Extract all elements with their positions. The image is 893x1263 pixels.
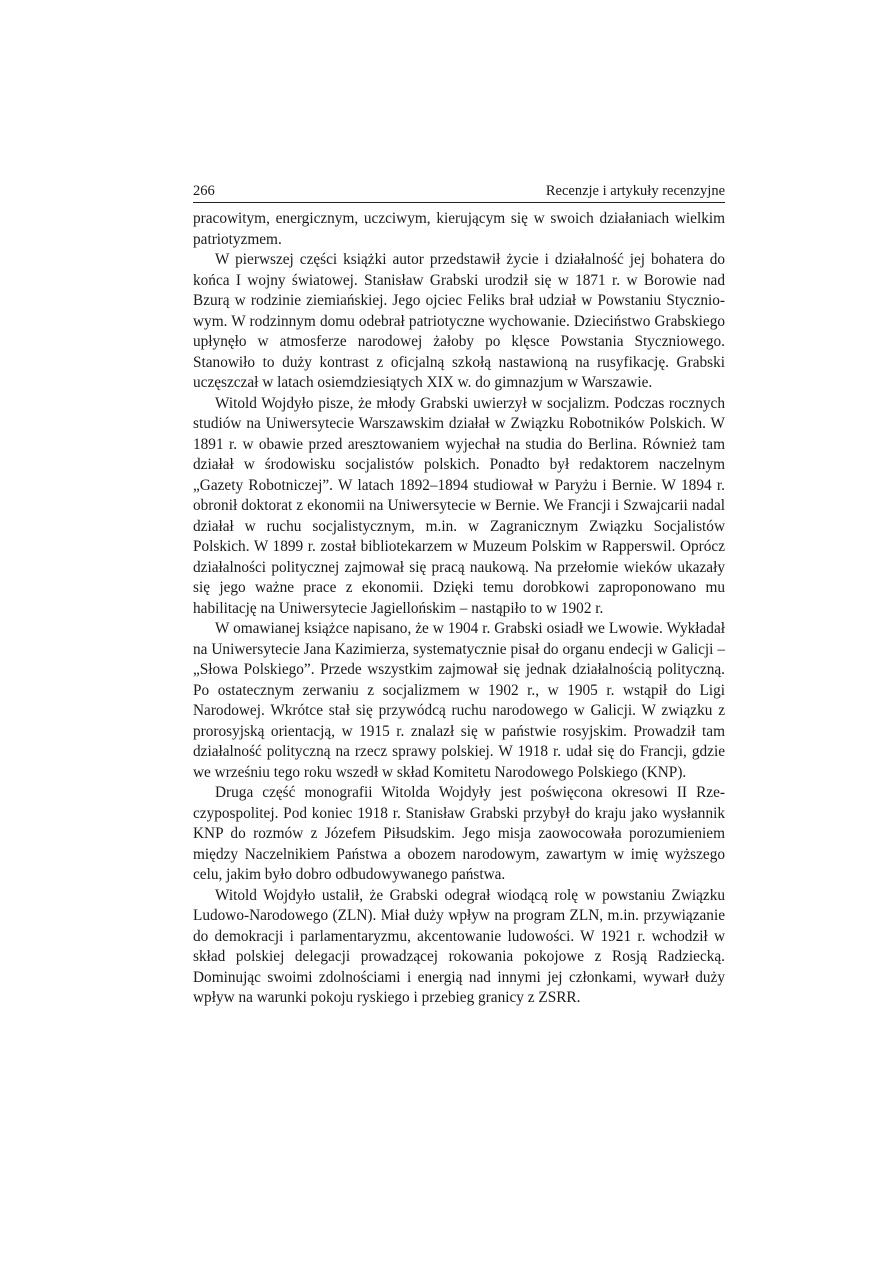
document-page xyxy=(193,182,725,1009)
paragraph: Druga część monografii Witolda Wojdyły jest poświęcona okresowi II Rzeczypospolitej. Pod koniec 1918 r. Stanisław Grabski przybył do kraju jako wysłannik KNP do rozmów z Józefem Piłsudskim. Jego misja zaowocowała porozumieniem między Naczelnikiem Państwa a obozem narodowym, zawartym w imię wyższego celu, jakim było dobro odbudowywanego państwa. xyxy=(193,784,725,883)
running-header xyxy=(193,182,725,203)
paragraph: Witold Wojdyło pisze, że młody Grabski uwierzył w socjalizm. Podczas rocznych studiów na Uniwersytecie Warszawskim działał w Związku Robotników Polskich. W 1891 r. w obawie przed aresztowaniem wyjechał na studia do Berlina. Również tam działał w środowisku socjalistów polskich. Ponadto był redaktorem naczelnym „Gazety Robotniczej”. W latach 1892–1894 studiował w Paryżu i Bernie. W 1894 r. obronił doktorat z ekonomii na Uniwersytecie w Bernie. We Francji i Szwajcarii nadal działał w ruchu socjalistycznym, m.in. w Zagranicznym Związku Socjalistów Polskich. W 1899 r. został bibliotekarzem w Muzeum Polskim w Rapperswil. Oprócz działalności politycznej zajmował się pracą naukową. Na przełomie wieków ukazały się jego ważne prace z ekonomii. Dzięki temu dorobkowi zaproponowano mu habilitację na Uniwersytecie Jagiellońskim – nastąpiło to w 1902 r. xyxy=(193,394,725,617)
section-title: Recenzje i artykuły recenzyjne xyxy=(545,183,725,199)
body-text xyxy=(193,209,725,1009)
paragraph: W pierwszej części książki autor przedstawił życie i działalność jej bohatera do końca I wojny światowej. Stanisław Grabski urodził się w 1871 r. w Borowie nad Bzurą w rodzinie ziemiańskiej. Jego ojciec Feliks brał udział w Powstaniu Styczniowym. W rodzinnym domu odebrał patriotyczne wychowanie. Dzieciństwo Grabskiego upłynęło w atmosferze narodowej żałoby po klęsce Powstania Styczniowego. Stanowiło to duży kontrast z oficjalną szkołą nastawioną na rusyfikację. Grabski uczęszczał w latach osiemdziesiątych XIX w. do gimnazjum w Warszawie. xyxy=(193,251,725,391)
paragraph: W omawianej książce napisano, że w 1904 r. Grabski osiadł we Lwowie. Wykładał na Uniwersytecie Jana Kazimierza, systematycznie pisał do organu endecji w Galicji – „Słowa Polskiego”. Przede wszystkim zajmował się jednak działalnością polityczną. Po ostatecznym zerwaniu z socjalizmem w 1902 r., w 1905 r. wstąpił do Ligi Narodowej. Wkrótce stał się przywódcą ruchu narodowego w Galicji. W związku z prorosyjską orientacją, w 1915 r. znalazł się w państwie rosyjskim. Prowadził tam działalność polityczną na rzecz sprawy polskiej. W 1918 r. udał się do Francji, gdzie we wrześniu tego roku wszedł w skład Komitetu Narodowego Polskiego (KNP). xyxy=(193,620,725,781)
paragraph-continuation: pracowitym, energicznym, uczciwym, kierującym się w swoich działaniach wielkim patriotyzmem. xyxy=(193,210,725,248)
paragraph: Witold Wojdyło ustalił, że Grabski odegrał wiodącą rolę w powstaniu Związku Ludowo-Narodowego (ZLN). Miał duży wpływ na program ZLN, m.in. przywiązanie do demokracji i parlamentaryzmu, akcentowanie ludowości. W 1921 r. wchodził w skład polskiej delegacji prowadzącej rokowania pokojowe z Rosją Radziecką. Dominując swoimi zdolnościami i energią nad innymi jej członkami, wywarł duży wpływ na warunki pokoju ryskiego i przebieg granicy z ZSRR. xyxy=(193,886,725,1006)
page-number: 266 xyxy=(193,183,215,199)
